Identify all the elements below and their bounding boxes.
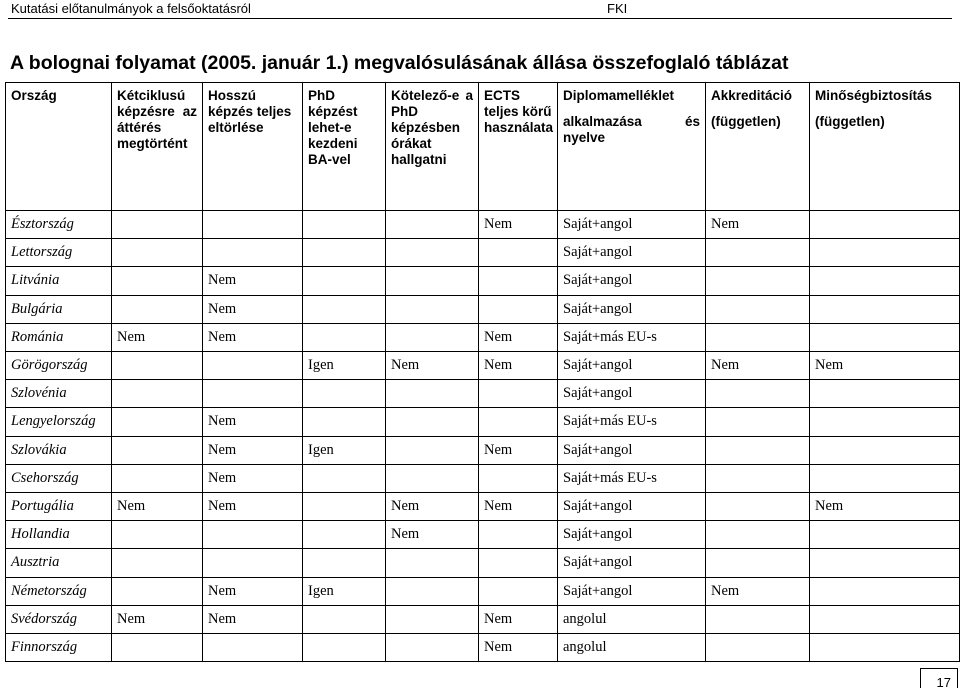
cell-ects: Nem [479,493,558,521]
cell-diploma-supplement: Saját+angol [558,352,706,380]
table-row [6,267,960,295]
cell-phd-courses [386,267,479,295]
cell-country: Finnország [6,634,112,662]
cell-ects: Nem [479,605,558,633]
cell-phd-with-ba [303,549,386,577]
cell-accreditation [706,323,810,351]
table-row [6,464,960,492]
cell-accreditation [706,295,810,323]
cell-two-cycle: Nem [112,323,203,351]
cell-long-training [203,239,303,267]
cell-phd-courses [386,295,479,323]
table-row [6,549,960,577]
cell-diploma-supplement: angolul [558,605,706,633]
cell-quality-assurance: Nem [810,352,960,380]
cell-two-cycle [112,464,203,492]
cell-country: Hollandia [6,521,112,549]
cell-phd-with-ba [303,323,386,351]
accreditation-line-1: Akkreditáció [711,88,793,103]
cell-quality-assurance [810,549,960,577]
cell-long-training: Nem [203,267,303,295]
cell-ects [479,380,558,408]
page-number: 17 [920,668,958,688]
cell-phd-courses [386,408,479,436]
cell-long-training [203,521,303,549]
cell-long-training: Nem [203,295,303,323]
cell-diploma-supplement: Saját+más EU-s [558,323,706,351]
cell-country: Szlovákia [6,436,112,464]
cell-long-training: Nem [203,605,303,633]
cell-diploma-supplement: Saját+angol [558,211,706,239]
cell-country: Észtország [6,211,112,239]
cell-two-cycle [112,408,203,436]
cell-phd-with-ba [303,211,386,239]
cell-phd-with-ba [303,493,386,521]
cell-phd-courses: Nem [386,352,479,380]
diploma-supplement-line-2: alkalmazása és nyelve [563,114,700,145]
cell-country: Románia [6,323,112,351]
table-row [6,352,960,380]
cell-two-cycle [112,211,203,239]
cell-two-cycle: Nem [112,605,203,633]
cell-phd-courses [386,464,479,492]
table-row [6,323,960,351]
quality-assurance-line-1: Minőségbiztosítás [815,88,933,103]
cell-country: Csehország [6,464,112,492]
cell-diploma-supplement: Saját+angol [558,295,706,323]
cell-phd-with-ba [303,464,386,492]
cell-phd-with-ba: Igen [303,577,386,605]
cell-phd-with-ba [303,295,386,323]
cell-phd-with-ba: Igen [303,436,386,464]
cell-phd-with-ba [303,634,386,662]
running-header-left: Kutatási előtanulmányok a felsőoktatásról [11,1,251,16]
table-row [6,521,960,549]
cell-two-cycle [112,295,203,323]
cell-two-cycle [112,239,203,267]
column-header-quality-assurance [810,83,960,211]
cell-quality-assurance [810,634,960,662]
cell-ects: Nem [479,436,558,464]
cell-accreditation [706,380,810,408]
cell-phd-courses: Nem [386,493,479,521]
cell-quality-assurance [810,577,960,605]
cell-phd-with-ba [303,408,386,436]
cell-long-training [203,634,303,662]
cell-two-cycle [112,634,203,662]
column-header-two-cycle: Kétciklusú képzésre az áttérés megtörtént [112,83,203,211]
cell-country: Portugália [6,493,112,521]
cell-phd-courses [386,323,479,351]
cell-phd-with-ba [303,239,386,267]
cell-country: Svédország [6,605,112,633]
cell-accreditation [706,493,810,521]
cell-ects: Nem [479,352,558,380]
cell-diploma-supplement: Saját+angol [558,577,706,605]
cell-quality-assurance [810,605,960,633]
cell-accreditation [706,267,810,295]
running-header-right: FKI [607,1,628,16]
cell-diploma-supplement: Saját+más EU-s [558,408,706,436]
cell-accreditation [706,521,810,549]
cell-quality-assurance [810,521,960,549]
cell-diploma-supplement: Saját+angol [558,267,706,295]
cell-diploma-supplement: Saját+angol [558,436,706,464]
table-row [6,577,960,605]
cell-long-training [203,549,303,577]
cell-phd-with-ba [303,605,386,633]
table-row [6,408,960,436]
cell-ects [479,521,558,549]
cell-phd-courses [386,436,479,464]
cell-ects [479,295,558,323]
cell-accreditation [706,549,810,577]
cell-phd-courses [386,634,479,662]
cell-long-training: Nem [203,408,303,436]
column-header-diploma-supplement [558,83,706,211]
cell-country: Ausztria [6,549,112,577]
cell-country: Lengyelország [6,408,112,436]
cell-diploma-supplement: Saját+angol [558,521,706,549]
cell-ects [479,239,558,267]
cell-quality-assurance [810,239,960,267]
cell-phd-with-ba: Igen [303,352,386,380]
cell-accreditation [706,436,810,464]
cell-ects: Nem [479,323,558,351]
column-header-long-training: Hosszú képzés teljes eltörlése [203,83,303,211]
summary-table [5,82,960,662]
cell-diploma-supplement: Saját+angol [558,493,706,521]
cell-two-cycle [112,521,203,549]
cell-quality-assurance [810,436,960,464]
cell-long-training [203,352,303,380]
cell-diploma-supplement: Saját+más EU-s [558,464,706,492]
column-header-accreditation [706,83,810,211]
cell-country: Szlovénia [6,380,112,408]
cell-quality-assurance [810,295,960,323]
cell-phd-with-ba [303,380,386,408]
table-row [6,380,960,408]
cell-long-training: Nem [203,493,303,521]
cell-two-cycle [112,352,203,380]
cell-country: Bulgária [6,295,112,323]
cell-phd-courses [386,605,479,633]
cell-ects [479,549,558,577]
cell-phd-with-ba [303,267,386,295]
cell-quality-assurance [810,267,960,295]
cell-diploma-supplement: Saját+angol [558,239,706,267]
cell-quality-assurance [810,380,960,408]
cell-ects [479,464,558,492]
cell-quality-assurance [810,211,960,239]
column-header-country: Ország [6,83,112,211]
table-row [6,634,960,662]
cell-two-cycle [112,267,203,295]
cell-ects [479,267,558,295]
cell-ects: Nem [479,634,558,662]
cell-country: Litvánia [6,267,112,295]
cell-diploma-supplement: angolul [558,634,706,662]
cell-long-training: Nem [203,577,303,605]
cell-phd-courses [386,549,479,577]
cell-quality-assurance [810,464,960,492]
cell-accreditation: Nem [706,211,810,239]
cell-long-training [203,380,303,408]
cell-quality-assurance: Nem [810,493,960,521]
cell-phd-courses: Nem [386,521,479,549]
cell-long-training: Nem [203,436,303,464]
cell-phd-courses [386,577,479,605]
cell-accreditation: Nem [706,352,810,380]
cell-long-training: Nem [203,464,303,492]
column-header-phd-courses: Kötelező-e a PhD képzésben órákat hallgatni [386,83,479,211]
cell-diploma-supplement: Saját+angol [558,380,706,408]
cell-ects [479,577,558,605]
column-header-ects: ECTS teljes körű használata [479,83,558,211]
cell-country: Németország [6,577,112,605]
cell-accreditation [706,408,810,436]
cell-accreditation [706,605,810,633]
cell-phd-with-ba [303,521,386,549]
table-body [6,211,960,662]
cell-two-cycle [112,577,203,605]
diploma-supplement-line-1: Diplomamelléklet [563,88,675,103]
cell-diploma-supplement: Saját+angol [558,549,706,577]
cell-two-cycle [112,436,203,464]
table-row [6,436,960,464]
cell-two-cycle [112,549,203,577]
page-title: A bolognai folyamat (2005. január 1.) megvalósulásának állása összefoglaló táblázat [10,52,789,74]
cell-two-cycle [112,380,203,408]
cell-phd-courses [386,211,479,239]
cell-accreditation [706,464,810,492]
cell-phd-courses [386,239,479,267]
table-row [6,211,960,239]
cell-country: Görögország [6,352,112,380]
cell-accreditation: Nem [706,577,810,605]
cell-two-cycle: Nem [112,493,203,521]
cell-quality-assurance [810,323,960,351]
running-header [8,0,952,19]
table-header-row [6,83,960,211]
table-row [6,605,960,633]
cell-long-training [203,211,303,239]
cell-long-training: Nem [203,323,303,351]
cell-ects: Nem [479,211,558,239]
cell-accreditation [706,634,810,662]
cell-phd-courses [386,380,479,408]
table-row [6,295,960,323]
cell-quality-assurance [810,408,960,436]
cell-ects [479,408,558,436]
quality-assurance-line-2: (független) [815,114,885,129]
cell-accreditation [706,239,810,267]
accreditation-line-2: (független) [711,114,781,129]
table-row [6,239,960,267]
column-header-phd-with-ba: PhD képzést lehet-e kezdeni BA-vel [303,83,386,211]
cell-country: Lettország [6,239,112,267]
table-row [6,493,960,521]
